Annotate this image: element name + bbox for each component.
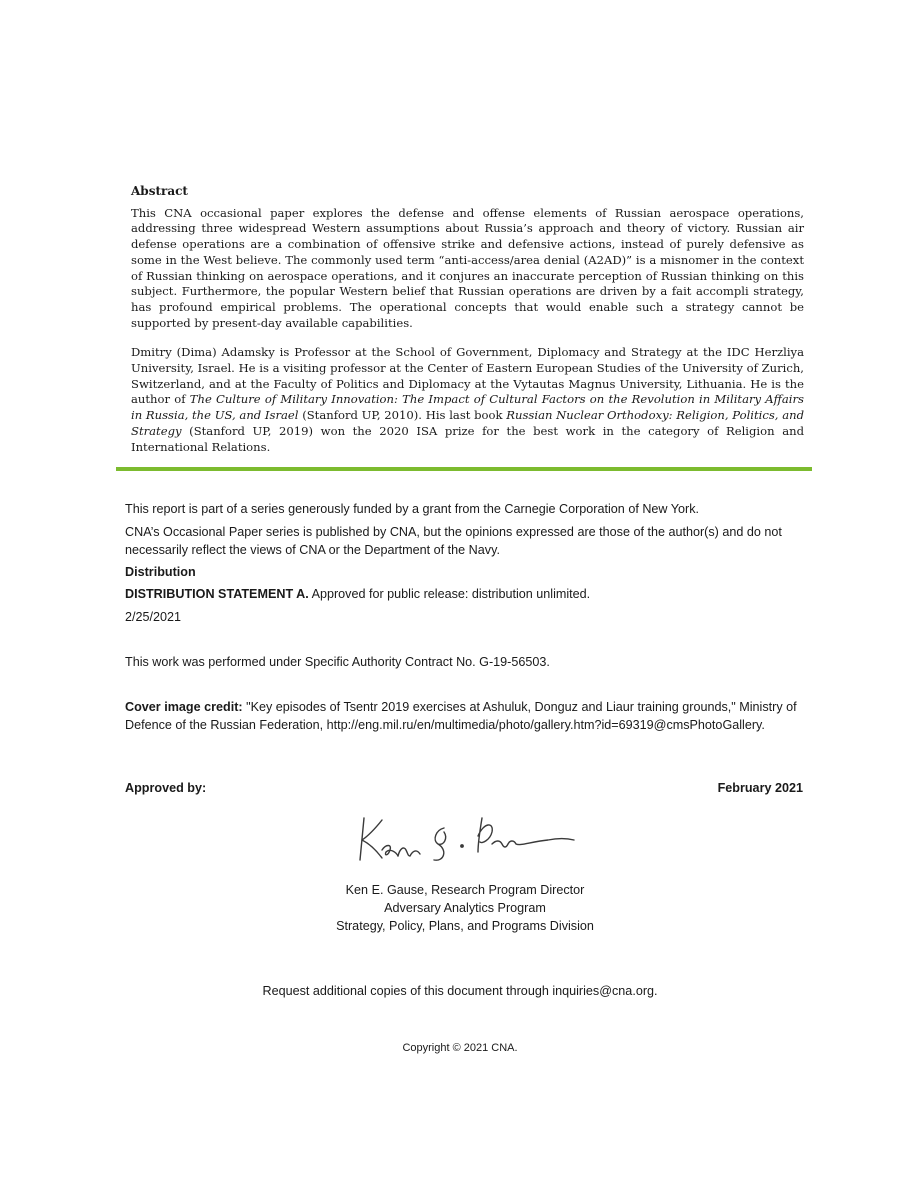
abstract-heading: Abstract bbox=[131, 184, 188, 198]
cover-credit-label: Cover image credit: bbox=[125, 700, 243, 714]
approval-row bbox=[125, 779, 803, 797]
signatory-block bbox=[250, 881, 680, 935]
request-copies-note: Request additional copies of this document through inquiries@cna.org. bbox=[262, 984, 658, 998]
distribution-heading: Distribution bbox=[125, 565, 196, 579]
cover-credit-text: "Key episodes of Tsentr 2019 exercises at Ashuluk, Donguz and Liaur training grounds," Ministry of Defence of the Russian Federation, http://eng.mil.ru/en/multimedia/photo/gallery.htm?id=69319@cmsPhotoGallery. bbox=[125, 700, 797, 732]
bio-intro: Dmitry (Dima) Adamsky is Professor at the School of Government, Diplomacy and Strategy at the IDC Herzliya University, Israel. He is a visiting professor at the Center of Eastern European Studies of the University of Zurich, Switzerland, and at the Faculty of Politics and Diplomacy at the Vytautas Magnus University, Lithuania. He is the author of bbox=[131, 345, 804, 407]
distribution-label: DISTRIBUTION STATEMENT A. bbox=[125, 587, 309, 601]
bio-publication-note: (Stanford UP, 2010). His last book bbox=[298, 408, 507, 423]
signature-image bbox=[352, 810, 582, 866]
signatory-name-title: Ken E. Gause, Research Program Director bbox=[345, 883, 585, 897]
distribution-statement bbox=[125, 585, 590, 603]
approved-by-label: Approved by: bbox=[125, 781, 207, 795]
book-title-culture-of-military-innovation: The Culture of Military Innovation: The Impact of Cultural Factors on the Revolution in Military Affairs in Russia, the US, and Israel bbox=[131, 392, 804, 423]
series-disclaimer: CNA’s Occasional Paper series is published by CNA, but the opinions expressed are those of the author(s) and do not necessarily reflect the views of CNA or the Department of the Navy. bbox=[125, 525, 782, 557]
approval-date: February 2021 bbox=[717, 781, 803, 795]
book-title-russian-nuclear-orthodoxy: Russian Nuclear Orthodoxy: Religion, Politics, and Strategy bbox=[131, 408, 804, 438]
abstract-section bbox=[131, 184, 804, 455]
contract-note: This work was performed under Specific Authority Contract No. G-19-56503. bbox=[125, 655, 550, 669]
publication-date: 2/25/2021 bbox=[125, 610, 182, 624]
cover-image-credit bbox=[125, 698, 805, 734]
bio-end: (Stanford UP, 2019) won the 2020 ISA prize for the best work in the category of Religion and International Relations. bbox=[131, 423, 804, 454]
author-bio bbox=[131, 345, 804, 455]
signatory-program: Adversary Analytics Program bbox=[384, 901, 546, 915]
section-divider bbox=[116, 467, 812, 471]
funding-note: This report is part of a series generously funded by a grant from the Carnegie Corporation of New York. bbox=[125, 502, 700, 516]
distribution-text: Approved for public release: distribution unlimited. bbox=[308, 587, 591, 601]
copyright-notice: Copyright © 2021 CNA. bbox=[402, 1042, 518, 1054]
abstract-paragraph: This CNA occasional paper explores the defense and offense elements of Russian aerospace operations, addressing three widespread Western assumptions about Russia’s approach and theory of victory. Russian air defense operations are a combination of offensive strike and defensive actions, instead of purely defensive as some in the West believe. The commonly used term “anti-access/area denial (A2AD)” is a misnomer in the context of Russian thinking on aerospace operations, and it conjures an inaccurate perception of Russian thinking on this subject. Furthermore, the popular Western belief that Russian operations are driven by a fait accompli strategy, has profound empirical problems. The operational concepts that would enable such a strategy cannot be supported by present-day available capabilities. bbox=[131, 205, 804, 330]
signatory-division: Strategy, Policy, Plans, and Programs Division bbox=[336, 919, 594, 933]
